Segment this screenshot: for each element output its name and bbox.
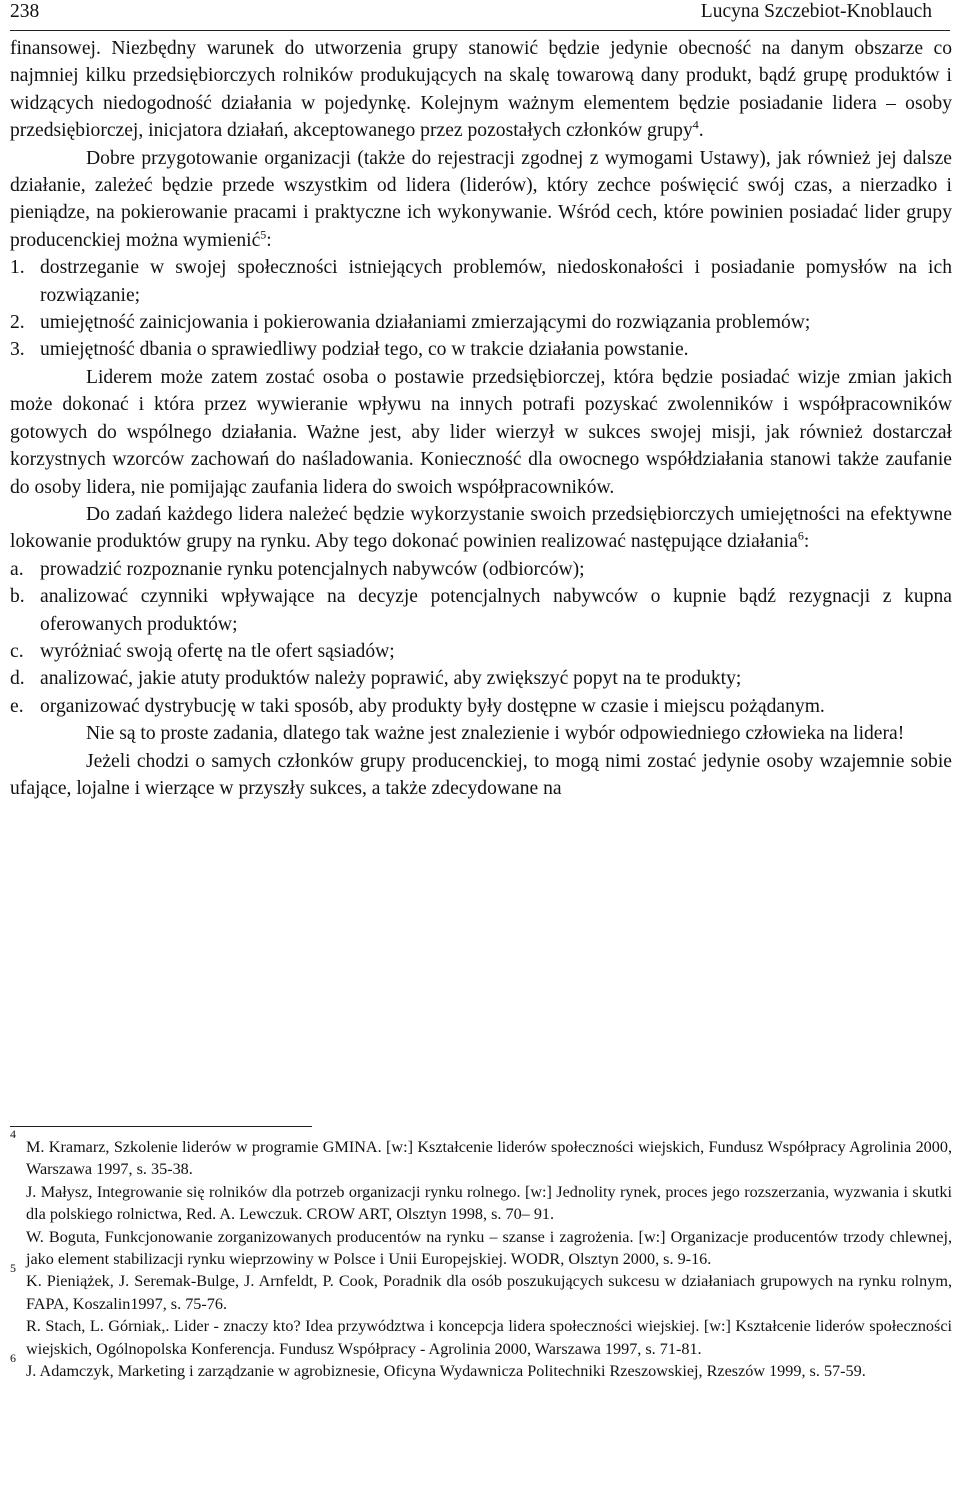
footnotes (10, 1127, 952, 1382)
footnote-divider (10, 1126, 312, 1127)
paragraph-1: finansowej. Niezbędny warunek do utworzenia grupy stanowić będzie jedynie obecność na danym obszarze co najmniej kilku przedsiębiorczych rolników produkujących na skalę towarową dany produkt, bądź grupę produktów i widzących niedogodność działania w pojedynkę. Kolejnym ważnym elementem będzie posiadanie lidera – osoby przedsiębiorczej, inicjatora działań, akceptowanego przez pozostałych członków grupy$^4$. (10, 38, 952, 142)
running-header-author: Lucyna Szczebiot-Knoblauch (700, 1, 932, 22)
footnote: 5 K. Pieniążek, J. Seremak-Bulge, J. Arnfeldt, P. Cook, Poradnik dla osób poszukujących sukcesu w działaniach grupowych na rynku rolnym, FAPA, Koszalin1997, s. 75-76. (10, 1261, 952, 1313)
paragraph-3: Liderem może zatem zostać osoba o postawie przedsiębiorczej, która będzie posiadać wizje zmian jakich może dokonać i która przez wywieranie wpływu na innych potrafi pozyskać zwolenników i współpracowników gotowych do wspólnego działania. Ważne jest, aby lider wierzył w sukces swojej misji, jak również dostarczał korzystnych wzorców zachowań do naśladowania. Konieczność dla owocnego współdziałania stanowi także zaufanie do osoby lidera, nie pomijając zaufania lidera do swoich współpracowników. (10, 366, 952, 498)
numbered-list-item: 1. dostrzeganie w swojej społeczności istniejących problemów, niedoskonałości i posiadanie pomysłów na ich rozwiązanie; (10, 257, 952, 306)
lettered-list-item: a. prowadzić rozpoznanie rynku potencjalnych nabywców (odbiorców); (10, 558, 585, 580)
footnote: W. Boguta, Funkcjonowanie zorganizowanych producentów na rynku – szanse i zagrożenia. [w:] Organizacje producentów trzody chlewnej, jako element stabilizacji rynku wieprzowiny w Polsce i Unii Europejskiej. WODR, Olsztyn 2000, s. 9-16. (26, 1227, 952, 1269)
footnote-ref-6[interactable]: 6 (797, 528, 804, 543)
lettered-list-item: d. analizować, jakie atuty produktów należy poprawić, aby zwiększyć popyt na te produkty; (10, 668, 742, 690)
page-number: 238 (10, 1, 40, 22)
paragraph-5: Nie są to proste zadania, dlatego tak ważne jest znalezienie i wybór odpowiedniego człowieka na lidera! (86, 723, 905, 745)
lettered-list-item: b. analizować czynniki wpływające na decyzje potencjalnych nabywców o kupnie bądź rezygnacji z kupna oferowanych produktów; (10, 586, 952, 635)
paragraph-6: Jeżeli chodzi o samych członków grupy producenckiej, to mogą nimi zostać jedynie osoby wzajemnie sobie ufające, lojalne i wierzące w przyszły sukces, a także zdecydowane na (10, 750, 952, 799)
footnote-ref-5[interactable]: 5 (260, 227, 267, 242)
lettered-list-item: c. wyróżniać swoją ofertę na tle ofert sąsiadów; (10, 640, 395, 662)
footnote: 6 J. Adamczyk, Marketing i zarządzanie w agrobiznesie, Oficyna Wydawnicza Politechniki Rzeszowskiej, Rzeszów 1999, s. 57-59. (10, 1351, 866, 1381)
header-divider (10, 30, 950, 31)
lettered-list-item: e. organizować dystrybucję w taki sposób, aby produkty były dostępne w czasie i miejscu pożądanym. (10, 695, 825, 717)
footnote: R. Stach, L. Górniak,. Lider - znaczy kto? Idea przywództwa i koncepcja lidera społeczności wiejskiej. [w:] Kształcenie liderów społeczności wiejskich, Ogólnopolska Konferencja. Fundusz Współpracy - Agrolinia 2000, Warszawa 1997, s. 71-81. (26, 1317, 952, 1358)
numbered-list-item: 3. umiejętność dbania o sprawiedliwy podział tego, co w trakcie działania powstanie. (10, 339, 689, 361)
running-header (10, 0, 950, 26)
footnote-ref-4[interactable]: 4 (692, 117, 699, 132)
paragraph-4: Do zadań każdego lidera należeć będzie wykorzystanie swoich przedsiębiorczych umiejętności na efektywne lokowanie produktów grupy na rynku. Aby tego dokonać powinien realizować następujące działania$^6$: (10, 503, 952, 553)
main-text (10, 35, 952, 802)
footnote: J. Małysz, Integrowanie się rolników dla potrzeb organizacji rynku rolnego. [w:] Jednolity rynek, proces jego rozszerzania, wyzwania i skutki dla polskiego rolnictwa, Red. A. Lewczuk. CROW ART, Olsztyn 1998, s. 70– 91. (26, 1182, 952, 1224)
paragraph-2: Dobre przygotowanie organizacji (także do rejestracji zgodnej z wymogami Ustawy), jak również jej dalsze działanie, zależeć będzie przede wszystkim od lidera (liderów), który zechce poświęcić swój czas, a nierzadko i pieniądze, na pokierowanie pracami i praktyczne ich wykonywanie. Wśród cech, które powinien posiadać lider grupy producenckiej można wymienić$^5$: (10, 147, 952, 251)
footnote: 4 M. Kramarz, Szkolenie liderów w programie GMINA. [w:] Kształcenie liderów społeczności wiejskich, Fundusz Współpracy Agrolinia 2000, Warszawa 1997, s. 35-38. (10, 1127, 952, 1179)
numbered-list-item: 2. umiejętność zainicjowania i pokierowania działaniami zmierzającymi do rozwiązania problemów; (10, 312, 811, 334)
